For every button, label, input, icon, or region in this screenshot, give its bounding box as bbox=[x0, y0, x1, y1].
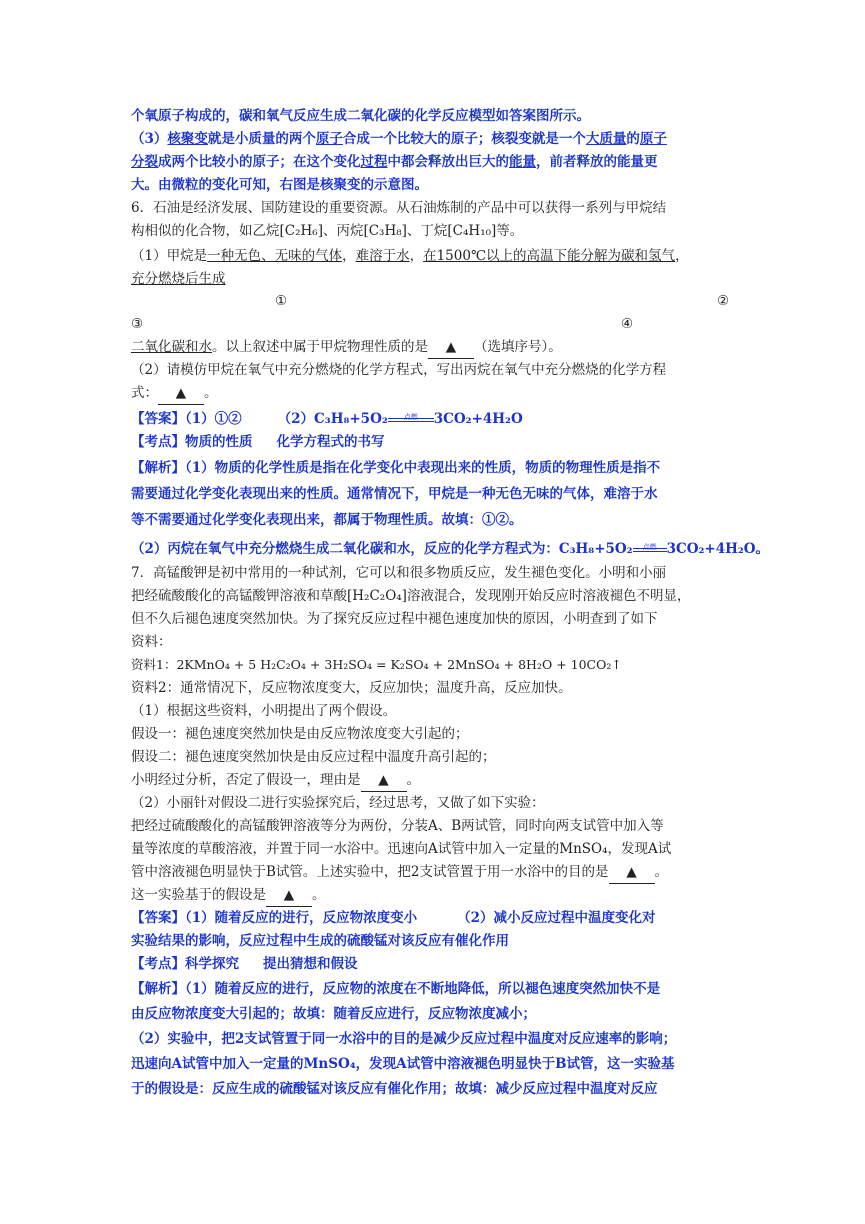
analysis-line: （2）丙烷在氧气中充分燃烧生成二氧化碳和水，反应的化学方程式为：C₃H₈+5O₂ 点燃 3CO₂+4H₂O。 bbox=[131, 541, 770, 557]
answer-blank: ▲ bbox=[428, 336, 474, 359]
analysis-line: 于的假设是：反应生成的硫酸锰对该反应有催化作用；故填：减少反应过程中温度对反应 bbox=[131, 1081, 658, 1097]
question-6-line: 构相似的化合物，如乙烷[C₂H₆]、丙烷[C₃H₈]、丁烷[C₄H₁₀]等。 bbox=[131, 223, 524, 239]
question-7-line: 量等浓度的草酸溶液，并置于同一水浴中。迅速向A试管中加入一定量的MnSO₄，发现A试 bbox=[131, 841, 672, 857]
analysis-line: 由反应物浓度变大引起的；故填：随着反应进行，反应物浓度减小； bbox=[131, 1006, 536, 1022]
question-7-line: （1）根据这些资料，小明提出了两个假设。 bbox=[131, 703, 397, 719]
analysis-line: 迅速向A试管中加入一定量的MnSO₄，发现A试管中溶液褪色明显快于B试管，这一实验基 bbox=[131, 1056, 675, 1072]
marker-3: ③ bbox=[131, 316, 144, 332]
question-7-line: 资料： bbox=[131, 634, 172, 650]
answer-line: 实验结果的影响，反应过程中生成的硫酸锰对该反应有催化作用 bbox=[131, 933, 509, 949]
question-7-line: 假设一：褪色速度突然加快是由反应物浓度变大引起的； bbox=[131, 726, 469, 742]
answer-blank: ▲ bbox=[361, 769, 407, 792]
answer-blank: ▲ bbox=[158, 382, 204, 405]
text-line: （3）核聚变就是小质量的两个原子合成一个比较大的原子；核裂变就是一个大质量的原子 bbox=[131, 131, 667, 147]
question-6-line: 充分燃烧后生成 bbox=[131, 271, 226, 287]
question-6-line: （2）请模仿甲烷在氧气中充分燃烧的化学方程式，写出丙烷在氧气中充分燃烧的化学方程 bbox=[131, 362, 667, 378]
answer-line: 【答案】（1）①② （2）C₃H₈+5O₂ 点燃 3CO₂+4H₂O bbox=[131, 411, 523, 427]
answer-line: 【答案】（1）随着反应的进行，反应物浓度变小 （2）减小反应过程中温度变化对 bbox=[131, 910, 656, 926]
text-line: 个氧原子构成的，碳和氧气反应生成二氧化碳的化学反应模型如答案图所示。 bbox=[131, 108, 590, 124]
analysis-line: 【解析】（1）随着反应的进行，反应物的浓度在不断地降低，所以褪色速度突然加快不是 bbox=[131, 981, 661, 997]
question-7-line: 但不久后褪色速度突然加快。为了探究反应过程中褪色速度加快的原因，小明查到了如下 bbox=[131, 611, 658, 627]
question-7-line: 把经过硫酸酸化的高锰酸钾溶液等分为两份，分装A、B两试管，同时向两支试管中加入等 bbox=[131, 818, 664, 834]
question-7-line: 小明经过分析，否定了假设一，理由是 ▲ 。 bbox=[131, 769, 735, 792]
answer-blank: ▲ bbox=[609, 861, 655, 884]
text-line: 分裂成两个比较小的原子；在这个变化过程中都会释放出巨大的能量，前者释放的能量更 bbox=[131, 154, 658, 170]
question-7-line: 7．高锰酸钾是初中常用的一种试剂，它可以和很多物质反应，发生褪色变化。小明和小丽 bbox=[131, 565, 667, 581]
marker-2: ② bbox=[717, 293, 730, 309]
question-7-line: 这一实验基于的假设是 ▲ 。 bbox=[131, 884, 735, 907]
marker-1: ① bbox=[275, 293, 288, 309]
analysis-line: 等不需要通过化学变化表现出来，都属于物理性质。故填：①②。 bbox=[131, 512, 523, 528]
question-6-line: 6．石油是经济发展、国防建设的重要资源。从石油炼制的产品中可以获得一系列与甲烷结 bbox=[131, 200, 667, 216]
question-7-line: （2）小丽针对假设二进行实验探究后，经过思考，又做了如下实验： bbox=[131, 795, 545, 811]
question-6-line: （1）甲烷是一种无色、无味的气体，难溶于水，在1500℃以上的高温下能分解为碳和氢气， bbox=[131, 248, 689, 264]
question-6-line: 二氧化碳和水。以上叙述中属于甲烷物理性质的是 ▲ （选填序号）。 bbox=[131, 336, 735, 359]
analysis-line: 【解析】（1）物质的化学性质是指在化学变化中表现出来的性质，物质的物理性质是指不 bbox=[131, 460, 661, 476]
analysis-line: 需要通过化学变化表现出来的性质。通常情况下，甲烷是一种无色无味的气体，难溶于水 bbox=[131, 486, 658, 502]
question-6-line: 式： ▲ 。 bbox=[131, 382, 735, 405]
question-7-line: 资料1：2KMnO₄ + 5 H₂C₂O₄ + 3H₂SO₄ = K₂SO₄ + 2MnSO₄ + 8H₂O + 10CO₂↑ bbox=[131, 657, 622, 672]
kaodian-line: 【考点】物质的性质 化学方程式的书写 bbox=[131, 434, 385, 450]
answer-blank: ▲ bbox=[266, 884, 312, 907]
kaodian-line: 【考点】科学探究 提出猜想和假设 bbox=[131, 956, 358, 972]
text-line: 大。由微粒的变化可知，右图是核聚变的示意图。 bbox=[131, 177, 428, 193]
analysis-line: （2）实验中，把2支试管置于同一水浴中的目的是减少反应过程中温度对反应速率的影响； bbox=[131, 1031, 677, 1047]
marker-4: ④ bbox=[621, 316, 634, 332]
question-7-line: 把经硫酸酸化的高锰酸钾溶液和草酸[H₂C₂O₄]溶液混合，发现刚开始反应时溶液褪色不明显， bbox=[131, 588, 691, 604]
question-7-line: 资料2：通常情况下，反应物浓度变大，反应加快；温度升高，反应加快。 bbox=[131, 680, 572, 696]
question-7-line: 假设二：褪色速度突然加快是由反应过程中温度升高引起的； bbox=[131, 749, 496, 765]
question-7-line: 管中溶液褪色明显快于B试管。上述实验中，把2支试管置于用一水浴中的目的是 ▲ 。 bbox=[131, 861, 735, 884]
